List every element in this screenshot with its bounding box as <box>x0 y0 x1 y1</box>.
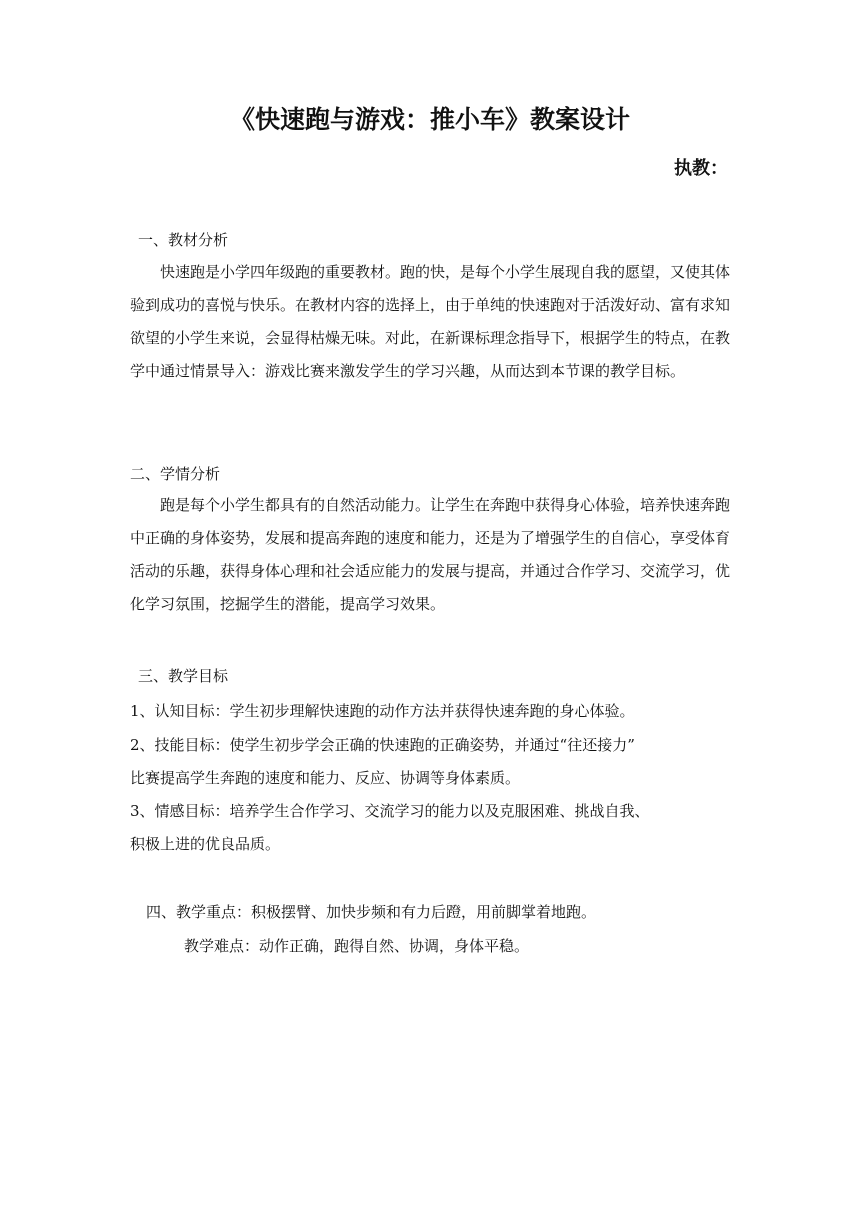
goal-item: 3、情感目标：培养学生合作学习、交流学习的能力以及克服困难、挑战自我、 <box>130 802 650 820</box>
section-heading-teaching-goals: 三、教学目标 <box>138 667 229 685</box>
difficulties-line: 教学难点：动作正确，跑得自然、协调，身体平稳。 <box>184 937 530 955</box>
document-title: 《快速跑与游戏：推小车》教案设计 <box>229 105 630 134</box>
key-points-line: 四、教学重点：积极摆臂、加快步频和有力后蹬，用前脚掌着地跑。 <box>146 903 597 921</box>
teacher-label: 执教： <box>674 158 728 179</box>
section-paragraph-student-analysis: 跑是每个小学生都具有的自然活动能力。让学生在奔跑中获得身心体验，培养快速奔跑中正确的身体姿势，发展和提高奔跑的速度和能力，还是为了增强学生的自信心，享受体育活动的乐趣，获得身体心理和社会适应能力的发展与提高，并通过合作学习、交流学习，优化学习氛围，挖掘学生的潜能，提高学习效果。 <box>130 496 731 613</box>
section-heading-student-analysis: 二、学情分析 <box>130 465 221 483</box>
section-paragraph-textbook-analysis: 快速跑是小学四年级跑的重要教材。跑的快，是每个小学生展现自我的愿望，又使其体验到成功的喜悦与快乐。在教材内容的选择上，由于单纯的快速跑对于活泼好动、富有求知欲望的小学生来说，会显得枯燥无味。对此，在新课标理念指导下，根据学生的特点，在教学中通过情景导入：游戏比赛来激发学生的学习兴趣，从而达到本节课的教学目标。 <box>130 263 731 380</box>
goal-item-continuation: 积极上进的优良品质。 <box>130 835 281 853</box>
goal-item: 2、技能目标：使学生初步学会正确的快速跑的正确姿势，并通过“往还接力” <box>130 736 635 754</box>
goal-item: 1、认知目标：学生初步理解快速跑的动作方法并获得快速奔跑的身心体验。 <box>130 702 635 720</box>
goal-item-continuation: 比赛提高学生奔跑的速度和能力、反应、协调等身体素质。 <box>130 769 521 787</box>
section-heading-textbook-analysis: 一、教材分析 <box>138 231 229 249</box>
